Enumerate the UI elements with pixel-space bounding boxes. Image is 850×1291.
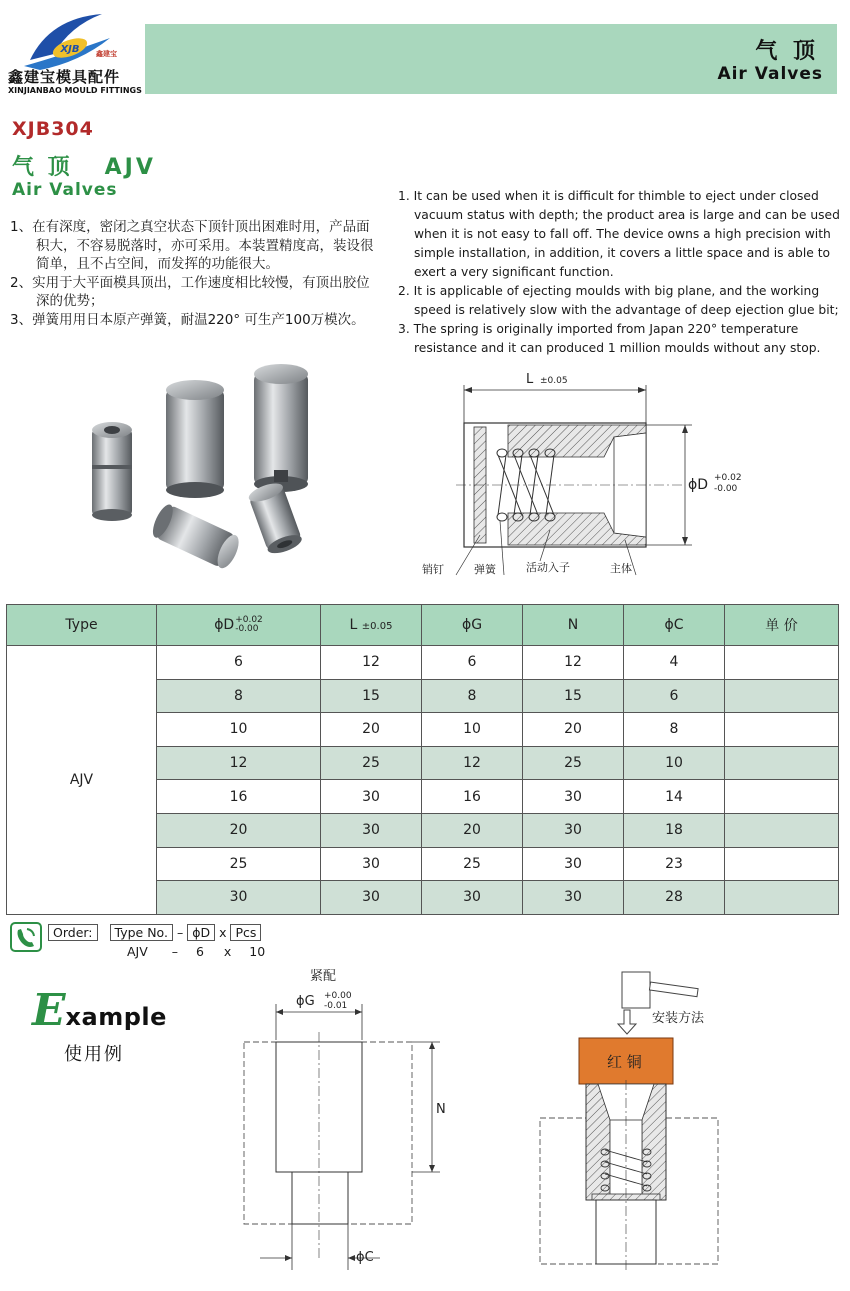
cell-l: 30 [321, 813, 422, 847]
usage-example-drawing [230, 960, 842, 1280]
header-l-label: L [349, 617, 358, 633]
order-format [48, 924, 261, 941]
header-d-label: ϕD [214, 617, 235, 633]
order-example-pcs: 10 [249, 944, 266, 959]
banner-title-cn: 气 顶 [755, 39, 819, 64]
hammer-icon [622, 972, 698, 1008]
header-banner [145, 24, 837, 94]
order-pcs: Pcs [230, 924, 261, 941]
cell-price [725, 847, 839, 881]
cell-c: 18 [624, 813, 725, 847]
cell-price [725, 679, 839, 713]
cell-n: 12 [523, 646, 624, 680]
header-price: 单 价 [725, 605, 839, 646]
order-example [127, 944, 265, 959]
cell-n: 30 [523, 881, 624, 915]
order-x: x [219, 925, 227, 940]
cell-g: 16 [422, 780, 523, 814]
cell-price [725, 780, 839, 814]
type-cell: AJV [7, 646, 157, 915]
n-label: N [436, 1102, 446, 1117]
order-dash: – [176, 925, 184, 940]
cell-l: 30 [321, 881, 422, 915]
spec-table [6, 604, 839, 915]
length-tolerance: ±0.05 [540, 376, 568, 386]
description-cn-item: 1、在有深度，密闭之真空状态下顶针顶出困难时用，产品面积大，不容易脱落时，亦可采用。本装置精度高，装设很简单，且不占空间，而发挥的功能很大。 [10, 219, 374, 273]
diameter-tol-lower: -0.00 [714, 484, 738, 494]
valve-middle [166, 380, 224, 498]
header-n: N [523, 605, 624, 646]
cell-g: 6 [422, 646, 523, 680]
example-title-initial: E [32, 985, 66, 1036]
fit-label: 紧配 [310, 969, 337, 984]
header-l [321, 605, 422, 646]
logo-sub-text: 鑫建宝 [96, 50, 117, 58]
cell-g: 30 [422, 881, 523, 915]
cell-d: 8 [157, 679, 321, 713]
order-label: Order: [48, 924, 98, 941]
diameter-tol-upper: +0.02 [714, 473, 742, 483]
cell-n: 20 [523, 713, 624, 747]
cell-price [725, 713, 839, 747]
header-l-tol: ±0.05 [361, 621, 393, 632]
valve-small-left [92, 422, 132, 521]
valve-small-right [247, 480, 304, 557]
description-cn-item: 3、弹簧用用日本原产弹簧，耐温220° 可生产100万模次。 [10, 311, 365, 328]
example-title [32, 985, 167, 1036]
down-arrow-icon [618, 1010, 636, 1034]
cell-c: 28 [624, 881, 725, 915]
g-tol-upper: +0.00 [324, 991, 352, 1001]
header-g: ϕG [422, 605, 523, 646]
description-en-item: 3. The spring is originally imported from Japan 220° temperature resistance and it can produced 1 million moulds without any stop. [398, 322, 821, 355]
header-d-tol-upper: +0.02 [235, 615, 263, 625]
label-spring: 弹簧 [474, 563, 496, 576]
copper-label: 红 铜 [607, 1053, 642, 1071]
c-label: ϕC [356, 1250, 374, 1265]
g-tol-lower: -0.01 [324, 1001, 348, 1011]
description-en-item: 2. It is applicable of ejecting moulds with big plane, and the working speed is relatively slow with the advantage of deep ejection glue bit; [398, 284, 839, 317]
label-body: 主体 [610, 562, 632, 575]
description-cn [10, 218, 380, 330]
order-example-dash: – [171, 944, 179, 959]
description-cn-item: 2、实用于大平面模具顶出，工作速度相比较慢，有顶出胶位深的优势； [10, 274, 370, 310]
header-d-tol-lower: -0.00 [235, 624, 259, 634]
company-name-cn: 鑫建宝模具配件 [8, 68, 121, 86]
cell-g: 25 [422, 847, 523, 881]
description-en-item: 1. It can be used when it is difficult for thimble to eject under closed vacuum status with depth; the product area is large and can be used when it is not easy to fall off. The device owns a high precision with simple installation, in addition, it covers a little space and is able to exert a very significant function. [398, 189, 840, 279]
cell-d: 12 [157, 746, 321, 780]
banner-title-en: Air Valves [717, 64, 823, 84]
cell-l: 30 [321, 780, 422, 814]
cell-price [725, 881, 839, 915]
cell-g: 10 [422, 713, 523, 747]
cell-g: 20 [422, 813, 523, 847]
table-row [7, 646, 839, 680]
cell-d: 6 [157, 646, 321, 680]
cell-n: 30 [523, 847, 624, 881]
valve-shank [292, 1172, 348, 1224]
cell-c: 4 [624, 646, 725, 680]
install-label: 安装方法 [652, 1011, 705, 1026]
order-example-d: 6 [195, 944, 204, 959]
cell-c: 10 [624, 746, 725, 780]
valve-right [254, 364, 308, 492]
cell-n: 15 [523, 679, 624, 713]
diameter-label: ϕD [688, 477, 709, 493]
cell-g: 12 [422, 746, 523, 780]
product-photo [78, 360, 308, 570]
order-type-no: Type No. [110, 924, 173, 941]
cell-d: 16 [157, 780, 321, 814]
description-en [398, 187, 846, 358]
cell-price [725, 746, 839, 780]
order-example-type: AJV [127, 944, 148, 959]
header-d [157, 605, 321, 646]
order-d: ϕD [187, 924, 215, 941]
cell-d: 30 [157, 881, 321, 915]
product-name-en: Air Valves [12, 180, 118, 200]
cell-l: 20 [321, 713, 422, 747]
cell-price [725, 646, 839, 680]
example-title-rest: xample [65, 1003, 167, 1031]
cell-c: 23 [624, 847, 725, 881]
cell-d: 20 [157, 813, 321, 847]
header-c: ϕC [624, 605, 725, 646]
order-example-x: x [223, 944, 232, 959]
label-pin: 销钉 [422, 563, 444, 576]
cell-d: 25 [157, 847, 321, 881]
valve-lying [149, 502, 243, 570]
cell-c: 6 [624, 679, 725, 713]
product-name-cn: 气 顶 AJV [12, 155, 156, 180]
cell-price [725, 813, 839, 847]
product-code: XJB304 [12, 118, 94, 140]
cell-c: 8 [624, 713, 725, 747]
cell-l: 15 [321, 679, 422, 713]
header-type: Type [7, 605, 157, 646]
phone-icon [10, 922, 42, 952]
label-plunger: 活动入子 [526, 561, 570, 574]
g-label: ϕG [296, 994, 315, 1009]
cross-section-drawing [400, 365, 820, 585]
cell-l: 25 [321, 746, 422, 780]
table-header-row [7, 605, 839, 646]
cell-c: 14 [624, 780, 725, 814]
logo-mark-text: XJB [60, 44, 80, 55]
cell-n: 30 [523, 780, 624, 814]
cell-n: 30 [523, 813, 624, 847]
cell-d: 10 [157, 713, 321, 747]
example-title-cn: 使用例 [64, 1044, 124, 1065]
length-label: L [526, 372, 534, 387]
cell-n: 25 [523, 746, 624, 780]
cell-l: 12 [321, 646, 422, 680]
cell-g: 8 [422, 679, 523, 713]
company-name-en: XINJIANBAO MOULD FITTINGS [8, 86, 142, 95]
cell-l: 30 [321, 847, 422, 881]
